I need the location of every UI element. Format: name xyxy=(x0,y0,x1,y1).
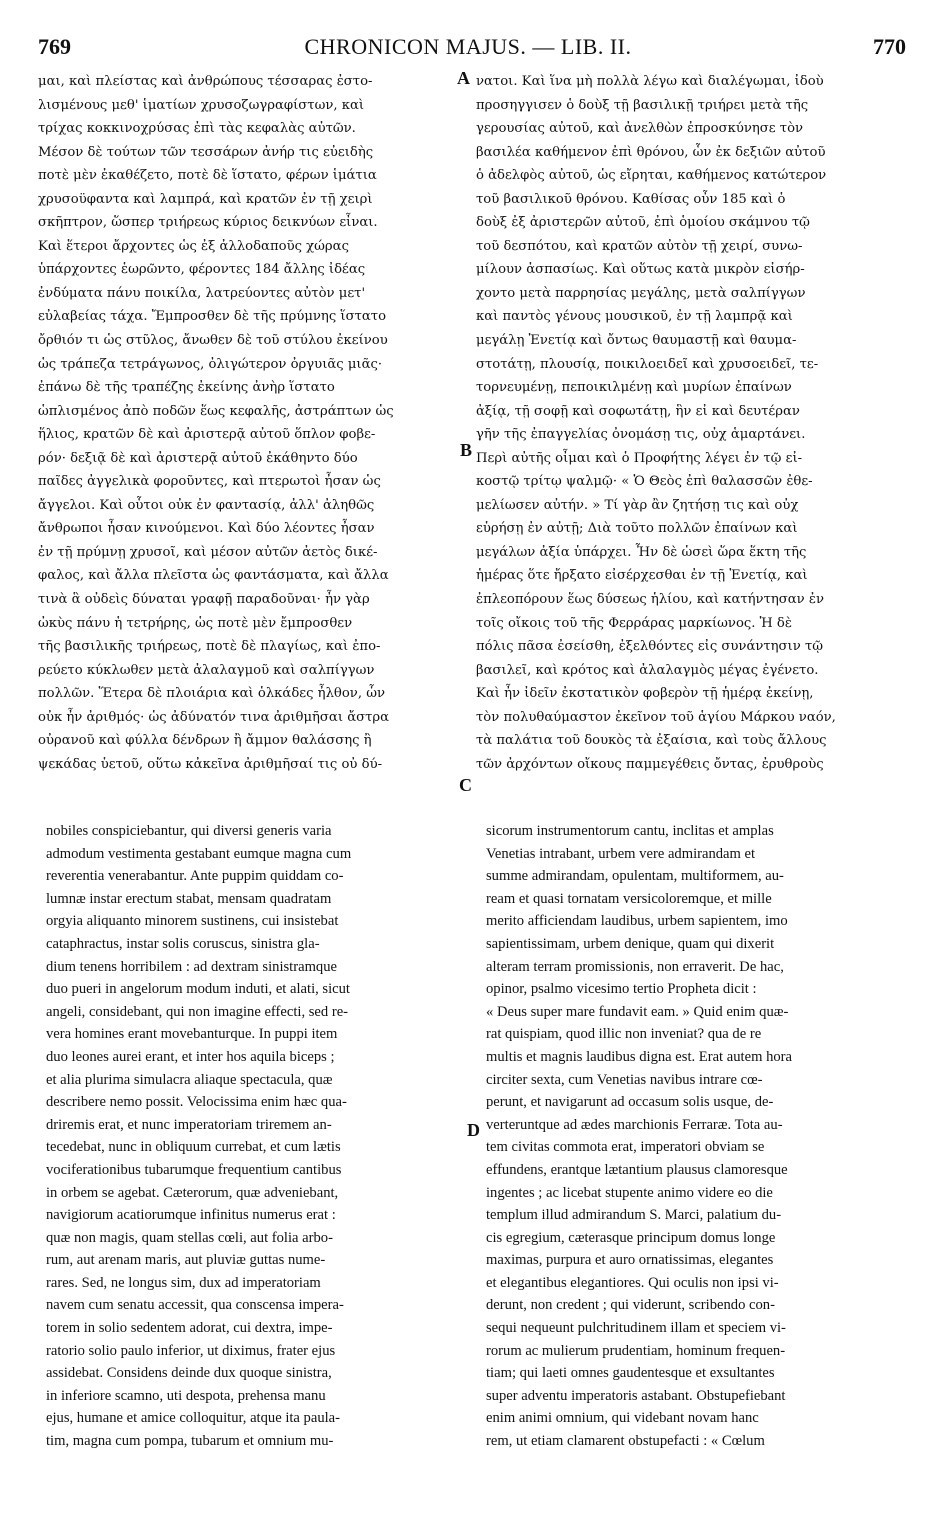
text-line: τοῖς οἴκοις τοῦ τῆς Φερράρας μαρκίωνος. Ἡ δὲ xyxy=(476,615,792,631)
text-line: tecedebat, nunc in obliquum currebat, et cum lætis xyxy=(46,1139,341,1156)
text-line: ὑπάρχοντες ἑωρῶντο, φέροντες 184 ἄλλης ἰδέας xyxy=(38,262,366,278)
text-line: προσηγγισεν ὁ δοὺξ τῇ βασιλικῇ τριήρει μετὰ τῆς xyxy=(476,97,809,113)
text-line: κοστῷ τρίτῳ ψαλμῷ· « Ὁ Θεὸς ἐπὶ θαλασσῶν ἐθε- xyxy=(476,474,813,490)
text-line: μελίωσεν αὐτήν. » Τί γὰρ ἂν ζητήσῃ τις καὶ οὐχ xyxy=(476,497,799,513)
text-line: τῶν ἀρχόντων οἴκους παμμεγέθεις ὄντας, ἐρυθροὺς xyxy=(476,756,824,772)
text-line: τὸν πολυθαύμαστον ἐκεῖνον τοῦ ἁγίου Μάρκου ναόν, xyxy=(476,709,836,725)
text-line: vociferationibus tubarumque frequentium cantibus xyxy=(46,1161,342,1178)
text-line: πόλις πᾶσα ἐσείσθη, ἐξελθόντες εἰς συνάντησιν τῷ xyxy=(476,639,823,655)
section-marker-d: D xyxy=(467,1120,480,1140)
text-line: ρόν· δεξιᾷ δὲ καὶ ἀριστερᾷ αὐτοῦ ἐκάθηντο δύο xyxy=(38,450,358,466)
page-number-right: 770 xyxy=(873,34,906,59)
text-line: sicorum instrumentorum cantu, inclitas et amplas xyxy=(486,823,774,839)
text-line: ἐπάνω δὲ τῆς τραπέζης ἐκείνης ἀνὴρ ἵστατο xyxy=(38,380,335,396)
text-line: νατοι. Καὶ ἵνα μὴ πολλὰ λέγω καὶ διαλέγωμαι, ἰδοὺ xyxy=(476,74,824,89)
text-line: βασιλεῖ, καὶ κρότος καὶ ἀλαλαγμὸς μέγας ἐγένετο. xyxy=(476,662,819,678)
text-line: ἐν τῇ πρύμνῃ χρυσοῖ, καὶ μέσον αὐτῶν ἀετὸς δικέ- xyxy=(38,544,378,560)
text-line: effundens, erantque lætantium plausus clamoresque xyxy=(486,1161,788,1178)
text-line: lumnæ instar erectum stabat, mensam quadratam xyxy=(46,890,332,907)
text-line: ream et quasi tornatam versicoloremque, et mille xyxy=(486,890,772,907)
text-line: ἡμέρας ὅτε ἤρξατο εἰσέρχεσθαι ἐν τῇ Ἐνετίᾳ, καὶ xyxy=(476,568,808,584)
text-line: τινὰ ἃ οὐδεὶς δύναται γραφῇ παραδοῦναι· ἦν γὰρ xyxy=(38,592,370,608)
text-line: reverentia venerabantur. Ante puppim quiddam co- xyxy=(46,868,344,885)
text-line: ψεκάδας ὑετοῦ, οὕτω κἀκεῖνα ἀριθμῆσαί τις οὐ δύ- xyxy=(38,756,383,772)
text-line: navigiorum acatiorumque infinitus numerus erat : xyxy=(46,1207,336,1224)
latin-text-left-column xyxy=(46,820,458,1510)
text-line: μεγάλων ἀξία ὑπάρχει. Ἦν δὲ ὡσεὶ ὥρα ἕκτη τῆς xyxy=(476,544,807,560)
text-line: navem cum senatu accessit, qua conscensa impera- xyxy=(46,1297,344,1314)
text-line: describere nemo possit. Velocissima enim hæc qua- xyxy=(46,1094,347,1111)
text-line: alteram terram promissionis, non erraverit. De hac, xyxy=(486,958,784,975)
text-line: orgyia aliquanto minorem sustinens, cui insistebat xyxy=(46,913,339,930)
greek-text-right-column xyxy=(476,70,896,800)
text-line: δοὺξ ἐξ ἀριστερῶν αὐτοῦ, ἐπὶ ὁμοίου σκάμνου τῷ xyxy=(476,215,810,231)
text-line: ποτὲ μὲν ἐκαθέζετο, ποτὲ δὲ ἵστατο, φέρων ἱμάτια xyxy=(38,168,377,184)
text-line: dium tenens horribilem : ad dextram sinistramque xyxy=(46,958,337,975)
text-line: χοντο μετὰ παρρησίας μεγάλης, μετὰ σαλπίγγων xyxy=(476,285,806,301)
text-line: ἄνθρωποι ἦσαν κινούμενοι. Καὶ δύο λέοντες ἦσαν xyxy=(38,521,375,537)
text-line: multis et magnis laudibus digna est. Erat autem hora xyxy=(486,1048,792,1065)
text-line: admodum vestimenta gestabant eumque magna cum xyxy=(46,845,352,862)
text-line: tiam; qui laeti omnes gaudentesque et exsultantes xyxy=(486,1365,775,1382)
text-line: duo leones aurei erant, et inter hos aquila biceps ; xyxy=(46,1048,335,1065)
text-line: « Deus super mare fundavit eam. » Quid enim quæ- xyxy=(486,1003,789,1020)
text-line: μεγάλῃ Ἐνετίᾳ καὶ ὄντως θαυμαστῇ καὶ θαυμα- xyxy=(476,333,797,349)
text-line: Καὶ ἦν ἰδεῖν ἐκστατικὸν φοβερὸν τῇ ἡμέρᾳ ἐκείνῃ, xyxy=(476,686,814,702)
text-line: εὐλαβείας τάχα. Ἔμπροσθεν δὲ τῆς πρύμνης ἵστατο xyxy=(38,309,387,325)
text-line: driremis erat, et nunc imperatoriam triremem an- xyxy=(46,1116,332,1133)
text-line: rum, aut arenam maris, aut pluviæ guttas nume- xyxy=(46,1252,326,1269)
text-line: opinor, psalmo vicesimo tertio Propheta dicit : xyxy=(486,981,757,998)
text-line: Venetias intrabant, urbem vere admirandam et xyxy=(486,845,756,862)
text-line: circiter sexta, cum Venetias navibus intrare cœ- xyxy=(486,1071,763,1088)
text-line: nobiles conspiciebantur, qui diversi generis varia xyxy=(46,823,332,839)
text-line: ejus, humane et amice colloquitur, atque ita paula- xyxy=(46,1410,341,1427)
text-line: in orbem se agebat. Cæterorum, quæ adveniebant, xyxy=(46,1184,339,1201)
text-line: ἐνδύματα πάνυ ποικίλα, λατρεύοντες αὐτὸν μετ' xyxy=(38,285,366,301)
greek-text-left-column xyxy=(38,70,454,800)
text-line: maximas, purpura et auro ornatissimas, elegantes xyxy=(486,1252,774,1269)
text-line: παῖδες ἀγγελικὰ φοροῦντες, καὶ πτερωτοὶ ἦσαν ὡς xyxy=(38,474,381,490)
text-line: quæ non magis, quam stellas cœli, aut folia arbo- xyxy=(46,1229,333,1246)
section-marker-c: C xyxy=(459,775,472,795)
text-line: sapientissimam, urbem denique, quam qui dixerit xyxy=(486,935,775,952)
section-marker-a: A xyxy=(457,68,470,88)
text-line: γῆν τῆς ἐπαγγελίας ὀνομάσῃ τις, οὐχ ἁμαρτάνει. xyxy=(476,427,806,443)
text-line: μίλουν ἀσπασίως. Καὶ οὕτως κατὰ μικρὸν εἰσήρ- xyxy=(476,262,805,278)
text-line: Μέσον δὲ τούτων τῶν τεσσάρων ἀνήρ τις εὐειδὴς xyxy=(38,144,374,160)
text-line: in inferiore scamno, uti despota, prehensa manu xyxy=(46,1387,326,1404)
text-line: οὐρανοῦ καὶ φύλλα δένδρων ἢ ἄμμον θαλάσσης ἢ xyxy=(38,733,372,749)
text-line: ἐπλεοπόρουν ἕως δύσεως ἡλίου, καὶ κατήντησαν ἐν xyxy=(476,592,824,608)
text-line: καὶ παντὸς γένους μουσικοῦ, ἐν τῇ λαμπρᾷ καὶ xyxy=(476,309,793,325)
text-line: verteruntque ad ædes marchionis Ferraræ. Tota au- xyxy=(486,1116,783,1133)
section-marker-b: B xyxy=(460,440,473,460)
text-line: duo pueri in angelorum modum induti, et alati, sicut xyxy=(46,981,350,998)
text-line: merito afficiendam laudibus, urbem sapientem, imo xyxy=(486,913,788,930)
text-line: tem civitas commota erat, imperatori obviam se xyxy=(486,1139,765,1156)
text-line: rorum ac mulierum prudentiam, hominum frequen- xyxy=(486,1342,786,1359)
text-line: πολλῶν. Ἕτερα δὲ πλοιάρια καὶ ὁλκάδες ἦλθον, ὧν xyxy=(38,686,385,702)
text-line: ρεύετο κύκλωθεν μετὰ ἀλαλαγμοῦ καὶ σαλπίγγων xyxy=(38,662,375,678)
latin-text-right-column xyxy=(486,820,898,1510)
text-line: ἄγγελοι. Καὶ οὗτοι οὐκ ἐν φαντασίᾳ, ἀλλ' ἀληθῶς xyxy=(38,497,375,513)
text-line: ὄρθιόν τι ὡς στῦλος, ἄνωθεν δὲ τοῦ στύλου ἐκείνου xyxy=(38,333,388,349)
text-line: σκῆπτρον, ὥσπερ τριήρεως κύριος δεικνύων εἶναι. xyxy=(38,215,378,231)
text-line: τρίχας κοκκινοχρύσας ἐπὶ τὰς κεφαλὰς αὐτῶν. xyxy=(38,121,356,137)
text-line: ὡπλισμένος ἀπὸ ποδῶν ἕως κεφαλῆς, ἀστράπτων ὡς xyxy=(38,403,394,419)
text-line: φαλος, καὶ ἄλλα πλεῖστα ὡς φαντάσματα, καὶ ἄλλα xyxy=(38,568,389,584)
text-line: ἥλιος, κρατῶν δὲ καὶ ἀριστερᾷ αὐτοῦ ὅπλον φοβε- xyxy=(38,427,376,443)
text-line: μαι, καὶ πλείστας καὶ ἀνθρώπους τέσσαρας ἐστο- xyxy=(38,74,373,89)
text-line: ἀξίᾳ, τῇ σοφῇ καὶ σοφωτάτῃ, ἣν εἰ καὶ δευτέραν xyxy=(476,403,800,419)
text-line: γερουσίας αὐτοῦ, καὶ ἀνελθὼν ἐπροσκύνησε τὸν xyxy=(476,121,804,137)
text-line: cis egregium, cæterasque principum domus longe xyxy=(486,1229,776,1246)
text-line: βασιλέα καθήμενον ἐπὶ θρόνου, ὧν ἐκ δεξιῶν αὐτοῦ xyxy=(476,144,826,160)
text-line: derunt, non credent ; qui viderunt, scribendo con- xyxy=(486,1297,775,1314)
text-line: τὰ παλάτια τοῦ δουκὸς τὰ ἐξαίσια, καὶ τοὺς ἄλλους xyxy=(476,733,827,749)
page-number-left: 769 xyxy=(38,34,71,59)
text-line: ingentes ; ac licebat stupente animo videre eo die xyxy=(486,1184,773,1201)
text-line: τορνευμένῃ, πεποικιλμένῃ καὶ μυρίων ἐπαίνων xyxy=(476,380,792,396)
text-line: super adventu imperatoris astabant. Obstupefiebant xyxy=(486,1387,786,1404)
text-line: rares. Sed, ne longus sim, dux ad imperatoriam xyxy=(46,1274,321,1291)
text-line: rat quispiam, quod illic non inveniat? qua de re xyxy=(486,1026,762,1043)
text-line: τῆς βασιλικῆς τριήρεως, ποτὲ δὲ πλαγίως, καὶ ἐπο- xyxy=(38,639,381,655)
text-line: ὡς τράπεζα τετράγωνος, ὀλιγώτερον ὀργυιᾶς μιᾶς· xyxy=(38,356,383,372)
text-line: torem in solio sedentem adorat, cui dextra, impe- xyxy=(46,1320,333,1337)
text-line: στοτάτῃ, πλουσίᾳ, ποικιλοειδεῖ καὶ χρυσοειδεῖ, τε- xyxy=(476,356,819,372)
text-line: τοῦ δεσπότου, καὶ κρατῶν αὐτὸν τῇ χειρί, συνω- xyxy=(476,238,803,254)
text-line: et elegantibus elegantiores. Qui oculis non ipsi vi- xyxy=(486,1274,779,1291)
text-line: enim animi omnium, qui videbant novam hanc xyxy=(486,1410,759,1427)
text-line: cataphractus, instar solis coruscus, sinistra gla- xyxy=(46,935,320,952)
text-line: et alia plurima simulacra aliaque spectacula, quæ xyxy=(46,1071,333,1088)
running-header xyxy=(30,34,906,62)
text-line: templum illud admirandum S. Marci, palatium du- xyxy=(486,1207,782,1224)
text-line: λισμένους μεθ' ἱματίων χρυσοζωγραφίστων, καὶ xyxy=(38,97,365,113)
text-line: Καὶ ἕτεροι ἄρχοντες ὡς ἐξ ἀλλοδαποῦς χώρας xyxy=(38,238,349,254)
text-line: τοῦ βασιλικοῦ θρόνου. Καθίσας οὖν 185 καὶ ὁ xyxy=(476,191,786,207)
running-title: CHRONICON MAJUS. — LIB. II. xyxy=(304,34,632,59)
text-line: rem, ut etiam clamarent obstupefacti : « Cœlum xyxy=(486,1433,765,1450)
text-line: sequi nequeunt pulchritudinem illam et speciem vi- xyxy=(486,1320,786,1337)
text-line: Περὶ αὐτῆς οἶμαι καὶ ὁ Προφήτης λέγει ἐν τῷ εἰ- xyxy=(476,450,803,466)
text-line: εὑρήσῃ ἐν αὐτῇ; Διὰ τοῦτο πολλῶν ἐπαίνων καὶ xyxy=(476,521,798,537)
text-line: summe admirandam, opulentam, multiformem, au- xyxy=(486,868,784,885)
text-line: angeli, considebant, qui non imagine effecti, sed re- xyxy=(46,1003,349,1020)
text-line: vera homines erant movebanturque. In puppi item xyxy=(46,1026,338,1043)
text-line: assidebat. Considens deinde dux quoque sinistra, xyxy=(46,1365,332,1382)
text-line: οὐκ ἦν ἀριθμός· ὡς ἀδύνατόν τινα ἀριθμῆσαι ἄστρα xyxy=(38,709,390,725)
text-line: ὁ ἀδελφὸς αὐτοῦ, ὡς εἴρηται, καθήμενος κατώτερον xyxy=(476,168,827,184)
text-line: perunt, et navigarunt ad occasum solis usque, de- xyxy=(486,1094,774,1111)
text-line: ὠκὺς πάνυ ἡ τετρήρης, ὡς ποτὲ μὲν ἔμπροσθεν xyxy=(38,615,353,631)
text-line: χρυσοϋφαντα καὶ λαμπρά, καὶ κρατῶν ἐν τῇ χειρὶ xyxy=(38,191,373,207)
text-line: tim, magna cum pompa, tubarum et omnium mu- xyxy=(46,1433,334,1450)
text-line: ratorio solio paulo inferior, ut diximus, frater ejus xyxy=(46,1342,336,1359)
